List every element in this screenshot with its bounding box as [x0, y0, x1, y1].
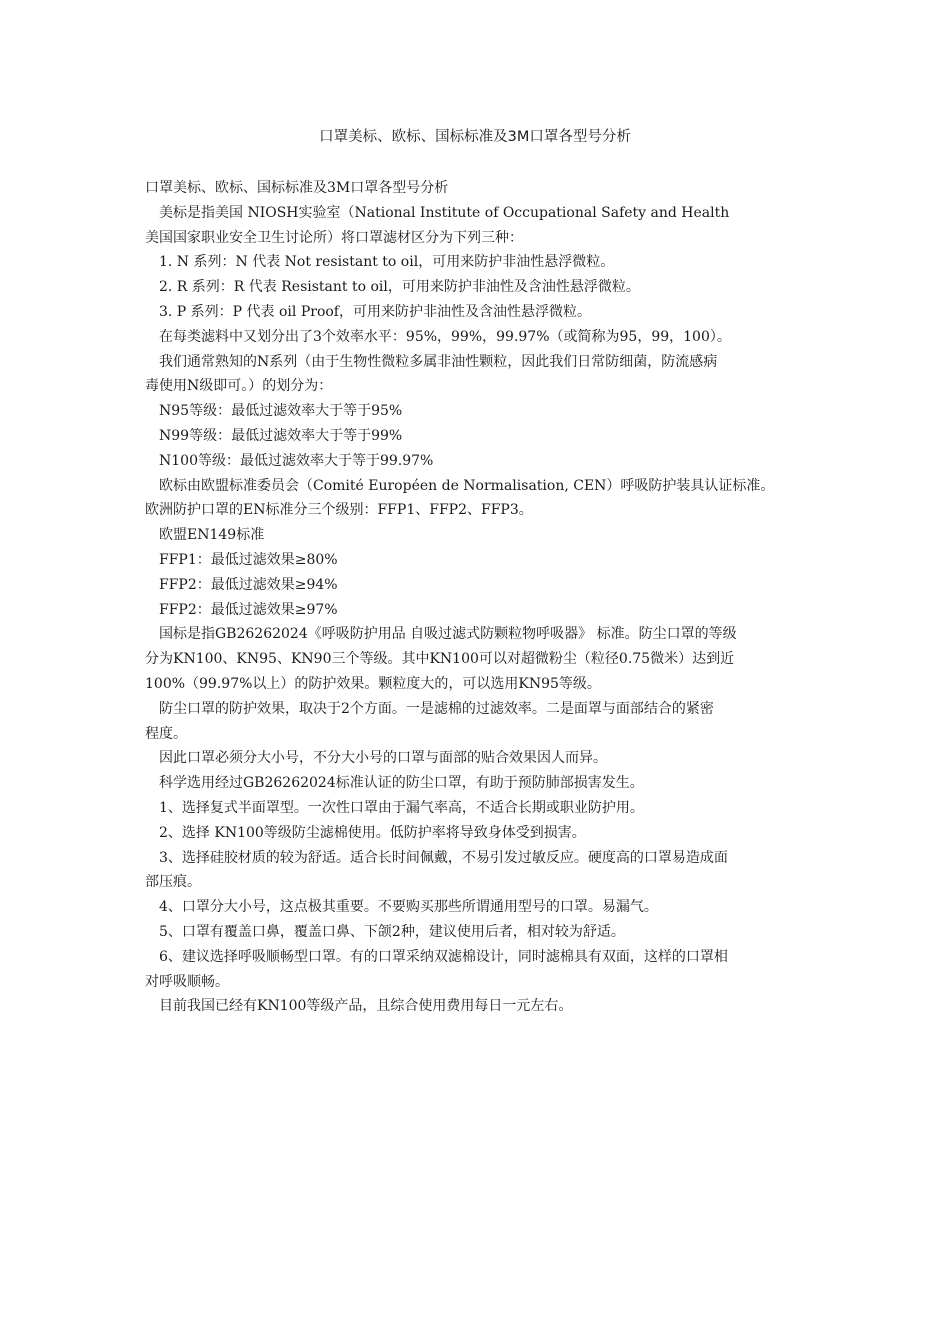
- body-line: 美国国家职业安全卫生讨论所）将口罩滤材区分为下列三种：: [145, 229, 523, 246]
- body-line: 毒使用N级即可。）的划分为：: [145, 378, 333, 395]
- body-line: 1、选择复式半面罩型。一次性口罩由于漏气率高，不适合长期或职业防护用。: [159, 799, 644, 816]
- body-line: FFP2：最低过滤效果≥94%: [159, 576, 338, 593]
- body-line: FFP1：最低过滤效果≥80%: [159, 551, 338, 568]
- body-line: N95等级：最低过滤效率大于等于95%: [159, 403, 403, 420]
- body-line: 在每类滤料中又划分出了3个效率水平：95%，99%，99.97%（或简称为95，99，100）。: [159, 328, 731, 345]
- document-title: 口罩美标、欧标、国标标准及3M口罩各型号分析: [319, 129, 631, 145]
- body-line: N99等级：最低过滤效率大于等于99%: [159, 427, 403, 444]
- body-line: N100等级：最低过滤效率大于等于99.97%: [159, 452, 434, 469]
- body-line: FFP2：最低过滤效果≥97%: [159, 601, 338, 618]
- body-line: 欧盟EN149标准: [159, 527, 265, 544]
- body-line: 3. P 系列：P 代表 oil Proof，可用来防护非油性及含油性悬浮微粒。: [159, 303, 591, 320]
- body-line: 2、选择 KN100等级防尘滤棉使用。低防护率将导致身体受到损害。: [159, 824, 586, 841]
- body-line: 科学选用经过GB26262024标准认证的防尘口罩，有助于预防肺部损害发生。: [159, 775, 644, 792]
- body-line: 4、口罩分大小号，这点极其重要。不要购买那些所谓通用型号的口罩。易漏气。: [159, 899, 658, 916]
- document-body: [145, 176, 825, 1019]
- body-line: 3、选择硅胶材质的较为舒适。适合长时间佩戴，不易引发过敏反应。硬度高的口罩易造成面: [159, 849, 728, 866]
- body-line: 分为KN100、KN95、KN90三个等级。其中KN100可以对超微粉尘（粒径0.75微米）达到近: [145, 651, 735, 668]
- body-line: 100%（99.97%以上）的防护效果。颗粒度大的，可以选用KN95等级。: [145, 675, 601, 692]
- body-line: 2. R 系列：R 代表 Resistant to oil，可用来防护非油性及含油性悬浮微粒。: [159, 279, 640, 296]
- body-line: 5、口罩有覆盖口鼻，覆盖口鼻、下颌2种，建议使用后者，相对较为舒适。: [159, 923, 625, 940]
- body-line: 6、建议选择呼吸顺畅型口罩。有的口罩采纳双滤棉设计，同时滤棉具有双面，这样的口罩相: [159, 948, 728, 965]
- body-line: 1. N 系列：N 代表 Not resistant to oil，可用来防护非油性悬浮微粒。: [159, 254, 615, 271]
- body-line: 美标是指美国 NIOSH实验室（National Institute of Occupational Safety and Health: [159, 204, 730, 221]
- body-line: 部压痕。: [145, 874, 201, 891]
- body-line: 程度。: [145, 725, 187, 742]
- body-line: 国标是指GB26262024《呼吸防护用品 自吸过滤式防颗粒物呼吸器》 标准。防尘口罩的等级: [159, 626, 737, 643]
- body-line: 欧洲防护口罩的EN标准分三个级别：FFP1、FFP2、FFP3。: [145, 502, 533, 519]
- body-line: 我们通常熟知的N系列（由于生物性微粒多属非油性颗粒，因此我们日常防细菌，防流感病: [159, 353, 718, 370]
- body-line: 对呼吸顺畅。: [145, 973, 229, 990]
- body-line: 目前我国已经有KN100等级产品，且综合使用费用每日一元左右。: [159, 998, 573, 1015]
- body-line: 欧标由欧盟标准委员会（Comité Européen de Normalisation, CEN）呼吸防护装具认证标准。: [159, 477, 775, 494]
- body-line: 因此口罩必须分大小号，不分大小号的口罩与面部的贴合效果因人而异。: [159, 750, 607, 767]
- body-line: 口罩美标、欧标、国标标准及3M口罩各型号分析: [145, 180, 449, 196]
- body-line: 防尘口罩的防护效果，取决于2个方面。一是滤棉的过滤效率。二是面罩与面部结合的紧密: [159, 700, 714, 717]
